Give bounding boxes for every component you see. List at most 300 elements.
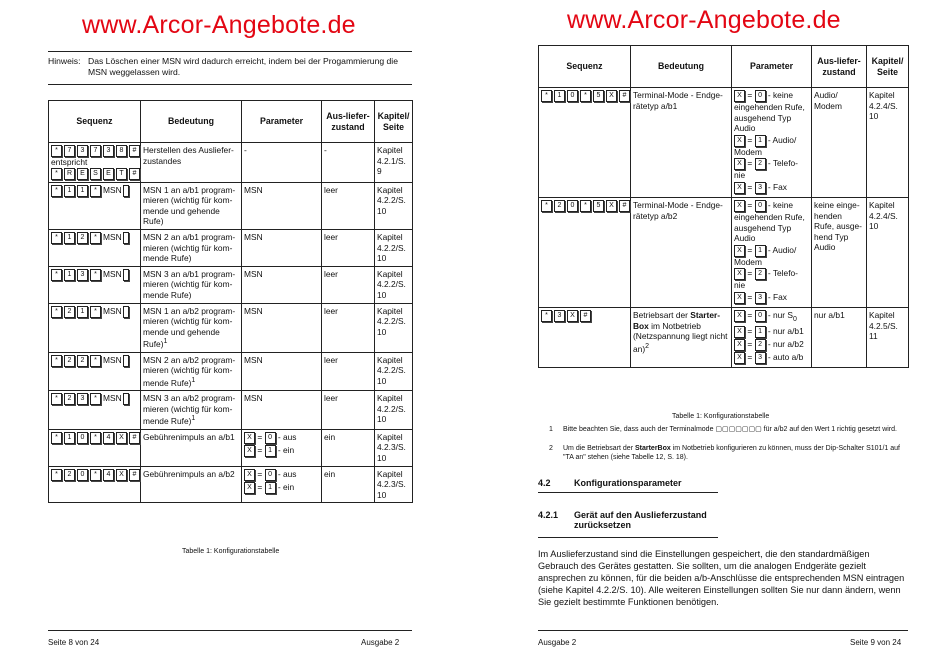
sequence-cell (49, 352, 141, 391)
key-cap: 2 (77, 232, 88, 244)
chapter-text: Kapitel 4.2.5/S. 11 (869, 309, 898, 342)
x-key: X (734, 245, 745, 257)
sequence-cell (49, 143, 141, 183)
key-cap: * (580, 200, 591, 212)
key-cap: * (51, 355, 62, 367)
msn-key (123, 306, 129, 318)
parameter-text: MSN (244, 268, 263, 279)
key-cap: * (51, 185, 62, 197)
value-key: 1 (755, 245, 766, 257)
key-cap: 2 (64, 469, 75, 481)
table-row (539, 197, 909, 307)
key-cap: 1 (554, 90, 565, 102)
x-key: X (244, 469, 255, 481)
key-cap: # (619, 90, 630, 102)
section-number: 4.2.1 (538, 510, 559, 520)
default-text: leer (324, 305, 338, 316)
chapter-cell (375, 266, 413, 303)
default-text: leer (324, 184, 338, 195)
default-cell (322, 429, 375, 466)
default-cell (812, 307, 867, 367)
meaning-text: MSN 1 an a/b2 program-mieren (wichtig für kom-mende und gehende Rufe) (143, 305, 236, 350)
param-option: X = 2 - nur a/b2 (734, 339, 809, 351)
key-cap: X (116, 469, 127, 481)
sequence-cell (49, 391, 141, 430)
rule (48, 84, 412, 85)
page-number: Seite 8 von 24 (48, 638, 100, 647)
key-cap: R (64, 168, 75, 180)
value-key: 0 (755, 310, 766, 322)
chapter-cell (375, 391, 413, 430)
footnote-text: Bitte beachten Sie, dass auch der Terminalmode ▢▢▢▢▢▢▢ für a/b2 auf den Wert 1 richtig gesetzt wird. (563, 426, 897, 433)
default-cell (812, 88, 867, 198)
chapter-text: Kapitel 4.2.4/S. 10 (869, 199, 898, 232)
rule (538, 537, 718, 538)
msn-key (123, 269, 129, 281)
config-table (538, 45, 909, 368)
param-text: - ein (277, 445, 295, 456)
meaning-cell (631, 88, 732, 198)
default-text: Audio/ Modem (814, 90, 842, 111)
param-option: X = 2 - Telefo-nie (734, 268, 798, 291)
footnote-ref: 1 (191, 415, 196, 423)
chapter-text: Kapitel 4.2.2/S. 10 (377, 305, 406, 337)
sequence-cell (49, 182, 141, 229)
parameter-text: MSN (244, 184, 263, 195)
rule (48, 51, 412, 52)
table-row (49, 429, 413, 466)
key-cap: * (51, 269, 62, 281)
key-cap: X (567, 310, 578, 322)
value-key: 1 (265, 482, 276, 494)
sequence-cell (49, 229, 141, 266)
key-cap: 1 (64, 432, 75, 444)
param-text: - keine eingehenden Rufe, ausgehend Typ Audio (734, 90, 805, 134)
note-label: Hinweis: (48, 56, 81, 66)
chapter-cell (375, 429, 413, 466)
key-cap: * (541, 310, 552, 322)
table-row (49, 303, 413, 352)
meaning-text: im Notbetrieb (Netzspannung liegt nicht an) (633, 320, 728, 354)
value-key: 0 (265, 432, 276, 444)
msn-label: MSN (103, 184, 122, 195)
key-cap: 1 (64, 232, 75, 244)
table-caption: Tabelle 1: Konfigurationstabelle (672, 413, 770, 420)
key-cap: 1 (77, 306, 88, 318)
value-key: 0 (755, 90, 766, 102)
key-cap: # (129, 168, 140, 180)
parameter-cell (242, 303, 322, 352)
param-text: - aus (277, 432, 297, 443)
meaning-text: Terminal-Mode - Endge-rätetyp a/b1 (633, 90, 723, 111)
sequence-cell (49, 429, 141, 466)
section-title: Konfigurationsparameter (574, 478, 682, 488)
config-table (48, 100, 413, 503)
key-cap: 4 (103, 432, 114, 444)
key-cap: * (541, 200, 552, 212)
msn-key (123, 185, 129, 197)
key-cap: * (90, 269, 101, 281)
key-cap: * (51, 168, 62, 180)
key-cap: * (90, 432, 101, 444)
default-cell (322, 352, 375, 391)
x-key: X (244, 482, 255, 494)
key-cap: 7 (64, 145, 75, 157)
param-option: X = 0 - aus (244, 432, 319, 444)
header-auslieferzustand: Aus-liefer-zustand (322, 101, 375, 143)
footnote-number: 2 (549, 445, 553, 452)
key-cap: 8 (116, 145, 127, 157)
meaning-bold: Starter-Box (633, 309, 721, 331)
key-cap: 3 (554, 310, 565, 322)
key-cap: 1 (64, 269, 75, 281)
meaning-cell (141, 303, 242, 352)
param-option: X = 2 - Telefo-nie (734, 158, 798, 181)
param-text: - keine eingehenden Rufe, ausgehend Typ Audio (734, 200, 805, 244)
key-cap: * (51, 306, 62, 318)
rule (48, 630, 412, 631)
key-cap: * (541, 90, 552, 102)
meaning-cell (141, 182, 242, 229)
parameter-cell (242, 429, 322, 466)
page-number: Seite 9 von 24 (850, 638, 902, 647)
parameter-cell (732, 88, 812, 198)
msn-label: MSN (103, 232, 122, 243)
key-cap: 2 (64, 306, 75, 318)
param-text: - Fax (767, 292, 787, 303)
meaning-cell (631, 307, 732, 367)
chapter-text: Kapitel 4.2.2/S. 10 (377, 268, 406, 300)
msn-label: MSN (103, 305, 122, 316)
meaning-text: MSN 3 an a/b1 program-mieren (wichtig für kom-mende Rufe) (143, 268, 236, 300)
header-kapitel: Kapitel/ Seite (867, 46, 909, 88)
default-cell (322, 229, 375, 266)
key-cap: * (90, 232, 101, 244)
footnote-1 (549, 425, 909, 445)
header-sequenz: Sequenz (49, 101, 141, 143)
key-cap: * (90, 355, 101, 367)
param-option: X = 0 - keine eingehenden Rufe, ausgehend Typ Audio (734, 200, 805, 244)
meaning-text: Herstellen des Ausliefer-zustandes (143, 145, 234, 166)
x-key: X (734, 90, 745, 102)
param-option: X = 0 - nur $S_0$ (734, 310, 809, 325)
chapter-cell (375, 352, 413, 391)
default-cell (322, 303, 375, 352)
key-cap: X (116, 432, 127, 444)
parameter-cell (732, 307, 812, 367)
meaning-text: MSN 2 an a/b1 program-mieren (wichtig für kom-mende Rufe) (143, 231, 236, 264)
param-option: X = 1 - ein (244, 482, 319, 494)
param-text: - Telefo-nie (734, 158, 798, 181)
subsection-heading (538, 510, 758, 536)
sequence-cell (539, 88, 631, 198)
rule (538, 630, 908, 631)
param-option: X = 3 - Fax (734, 292, 809, 304)
key-cap: 1 (77, 185, 88, 197)
default-text: leer (324, 231, 338, 242)
default-text: keine einge-henden Rufe, ausge-hend Typ Audio (814, 199, 862, 253)
header-bedeutung: Bedeutung (631, 46, 732, 88)
chapter-cell (375, 303, 413, 352)
chapter-cell (867, 88, 909, 198)
param-option: X = 1 - Audio/ Modem (734, 244, 797, 267)
default-cell (322, 143, 375, 183)
chapter-text: Kapitel 4.2.4/S. 10 (869, 90, 898, 122)
parameter-cell (242, 466, 322, 503)
param-text: - ein (277, 481, 295, 492)
key-cap: 0 (77, 432, 88, 444)
x-key: X (734, 268, 745, 280)
value-key: 3 (755, 292, 766, 304)
key-cap: 4 (103, 469, 114, 481)
parameter-cell (242, 266, 322, 303)
key-cap: 5 (593, 90, 604, 102)
param-text: - nur a/b1 (767, 326, 804, 337)
param-option: X = 3 - Fax (734, 182, 809, 194)
x-key: X (734, 158, 745, 170)
table-row (49, 182, 413, 229)
table-row (49, 466, 413, 503)
msn-key (123, 393, 129, 405)
param-option: X = 1 - nur a/b1 (734, 326, 809, 338)
section-number: 4.2 (538, 478, 551, 488)
chapter-text: Kapitel 4.2.3/S. 10 (377, 431, 406, 464)
key-cap: 5 (593, 200, 604, 212)
table-row (49, 391, 413, 430)
edition: Ausgabe 2 (361, 638, 400, 647)
chapter-cell (867, 307, 909, 367)
key-cap: S (90, 168, 101, 180)
param-text: - aus (277, 468, 297, 479)
value-key: 3 (755, 352, 766, 364)
table-row (49, 143, 413, 183)
footnote-ref: 2 (645, 342, 649, 350)
parameter-text: MSN (244, 305, 263, 316)
table-caption: Tabelle 1: Konfigurationstabelle (182, 548, 280, 555)
key-cap: # (129, 432, 140, 444)
key-cap: # (129, 469, 140, 481)
value-key: 0 (755, 200, 766, 212)
key-cap: # (580, 310, 591, 322)
key-cap: * (90, 393, 101, 405)
key-cap: 0 (567, 200, 578, 212)
key-cap: 3 (77, 393, 88, 405)
subscript: 0 (793, 315, 797, 323)
note-text: Das Löschen einer MSN wird dadurch erreicht, indem bei der Progammierung die MSN weggelassen wird. (88, 56, 399, 77)
param-text: - Audio/ Modem (734, 244, 797, 267)
meaning-text: Terminal-Mode - Endge-rätetyp a/b2 (633, 199, 723, 221)
value-key: 1 (265, 445, 276, 457)
x-key: X (734, 310, 745, 322)
default-text: ein (324, 468, 336, 479)
msn-key (123, 355, 129, 367)
key-cap: 2 (64, 355, 75, 367)
section-heading (538, 478, 738, 492)
key-cap: # (129, 145, 140, 157)
param-option: X = 3 - auto a/b (734, 352, 809, 364)
x-key: X (244, 432, 255, 444)
key-cap: 1 (64, 185, 75, 197)
footnote-text: Um die Betriebsart der StarterBox im Notbetrieb konfigurieren zu können, muss der Dip-Schalter S101/1 auf "TA an" stehen (siehe Tabelle 12, S. 18). (563, 445, 900, 461)
table-row (49, 229, 413, 266)
x-key: X (734, 292, 745, 304)
meaning-text: Betriebsart der (633, 309, 691, 320)
chapter-text: Kapitel 4.2.2/S. 10 (377, 393, 406, 425)
chapter-cell (375, 229, 413, 266)
key-cap: * (90, 185, 101, 197)
parameter-text: - (244, 145, 247, 155)
param-option: X = 1 - ein (244, 445, 319, 457)
value-key: 1 (755, 135, 766, 147)
key-cap: # (619, 200, 630, 212)
meaning-cell (631, 197, 732, 307)
table-row (539, 307, 909, 367)
value-key: 2 (755, 158, 766, 170)
x-key: X (734, 135, 745, 147)
key-cap: 2 (554, 200, 565, 212)
key-cap: 2 (64, 393, 75, 405)
key-cap: 7 (90, 145, 101, 157)
sequence-cell (539, 307, 631, 367)
key-cap: 3 (77, 269, 88, 281)
sequence-cell (49, 303, 141, 352)
meaning-cell (141, 143, 242, 183)
key-cap: * (51, 393, 62, 405)
chapter-text: Kapitel 4.2.3/S. 10 (377, 468, 406, 500)
chapter-text: Kapitel 4.2.2/S. 10 (377, 184, 406, 216)
footnote-ref: 1 (163, 338, 168, 346)
default-text: - (324, 145, 327, 155)
key-cap: X (606, 200, 617, 212)
param-option: X = 1 - Audio/ Modem (734, 135, 797, 157)
meaning-cell (141, 229, 242, 266)
key-cap: * (90, 469, 101, 481)
default-text: leer (324, 354, 338, 365)
key-cap: * (90, 306, 101, 318)
meaning-cell (141, 466, 242, 503)
meaning-text: Gebührenimpuls an a/b2 (143, 468, 235, 479)
key-cap: E (77, 168, 88, 180)
parameter-cell (242, 182, 322, 229)
table-row (49, 352, 413, 391)
chapter-cell (375, 143, 413, 183)
header-auslieferzustand: Aus-liefer-zustand (812, 46, 867, 88)
param-text: - nur S (767, 310, 794, 321)
msn-key (123, 232, 129, 244)
parameter-cell (242, 229, 322, 266)
x-key: X (734, 200, 745, 212)
default-text: leer (324, 393, 338, 404)
meaning-text: Gebührenimpuls an a/b1 (143, 431, 235, 442)
chapter-cell (375, 466, 413, 503)
x-key: X (244, 445, 255, 457)
parameter-cell (242, 143, 322, 183)
header-parameter: Parameter (732, 46, 812, 88)
header-sequenz: Sequenz (539, 46, 631, 88)
default-cell (322, 466, 375, 503)
header-kapitel: Kapitel/ Seite (375, 101, 413, 143)
key-cap: 3 (103, 145, 114, 157)
sequence-suffix: entspricht (51, 157, 88, 167)
key-cap: T (116, 168, 127, 180)
rule (538, 492, 718, 493)
param-text: - Telefo-nie (734, 268, 798, 291)
brand-watermark: www.Arcor-Angebote.de (82, 11, 356, 39)
value-key: 1 (755, 326, 766, 338)
param-option: X = 0 - aus (244, 469, 319, 481)
chapter-text: Kapitel 4.2.1/S. 9 (377, 145, 406, 177)
table-row (49, 266, 413, 303)
param-text: - Audio/ Modem (734, 135, 797, 157)
value-key: 3 (755, 182, 766, 194)
value-key: 0 (265, 469, 276, 481)
footnote-number: 1 (549, 426, 553, 433)
param-text: - auto a/b (767, 352, 804, 363)
meaning-text: MSN 1 an a/b1 program-mieren (wichtig für kom-mende und gehende Rufe) (143, 184, 236, 227)
parameter-text: MSN (244, 354, 263, 365)
param-text: - Fax (767, 182, 787, 193)
key-cap: X (606, 90, 617, 102)
parameter-text: MSN (244, 231, 263, 242)
default-text: leer (324, 268, 338, 279)
sequence-cell (49, 466, 141, 503)
section-title: Gerät auf den Auslieferzustand zurücksetzen (574, 510, 707, 530)
key-cap: 2 (77, 355, 88, 367)
meaning-text: MSN 3 an a/b2 program-mieren (wichtig für kom-mende Rufe) (143, 393, 236, 427)
key-cap: * (51, 432, 62, 444)
meaning-cell (141, 352, 242, 391)
brand-watermark: www.Arcor-Angebote.de (567, 6, 841, 34)
param-option: X = 0 - keine eingehenden Rufe, ausgehend Typ Audio (734, 90, 805, 134)
key-cap: 0 (77, 469, 88, 481)
chapter-cell (867, 197, 909, 307)
body-paragraph: Im Auslieferzustand sind die Einstellungen gespeichert, die den standardmäßigen Gebrauch des Gerätes gestatten. Sie sollten, um die analogen Endgeräte gezielt ansprechen zu können, für die beiden a/b-Anschlüsse die entsprechenden MSN eintragen (siehe Kapitel 4.2.2/S. 10). Alle weiteren Einstellungen sollten Sie nur dann ändern, wenn Sie gezielt bestimmte Funktionen benötigen. (538, 549, 905, 607)
meaning-cell (141, 429, 242, 466)
parameter-text: MSN (244, 393, 263, 404)
table-row (539, 88, 909, 198)
meaning-cell (141, 266, 242, 303)
key-cap: 0 (567, 90, 578, 102)
parameter-cell (242, 352, 322, 391)
default-cell (812, 197, 867, 307)
edition: Ausgabe 2 (538, 638, 577, 647)
header-parameter: Parameter (242, 101, 322, 143)
key-cap: 3 (77, 145, 88, 157)
footnote-ref: 1 (191, 376, 196, 384)
x-key: X (734, 352, 745, 364)
meaning-text: MSN 2 an a/b2 program-mieren (wichtig für kom-mende Rufe) (143, 354, 236, 388)
default-cell (322, 182, 375, 229)
default-cell (322, 266, 375, 303)
x-key: X (734, 182, 745, 194)
footnote-2 (549, 444, 909, 464)
key-cap: E (103, 168, 114, 180)
key-cap: * (51, 232, 62, 244)
x-key: X (734, 339, 745, 351)
value-key: 2 (755, 339, 766, 351)
default-text: ein (324, 431, 336, 442)
chapter-cell (375, 182, 413, 229)
default-text: nur a/b1 (814, 309, 845, 320)
parameter-cell (732, 197, 812, 307)
param-text: - nur a/b2 (767, 339, 804, 350)
sequence-cell (539, 197, 631, 307)
msn-label: MSN (103, 354, 122, 365)
msn-label: MSN (103, 393, 122, 404)
value-key: 2 (755, 268, 766, 280)
parameter-cell (242, 391, 322, 430)
header-bedeutung: Bedeutung (141, 101, 242, 143)
